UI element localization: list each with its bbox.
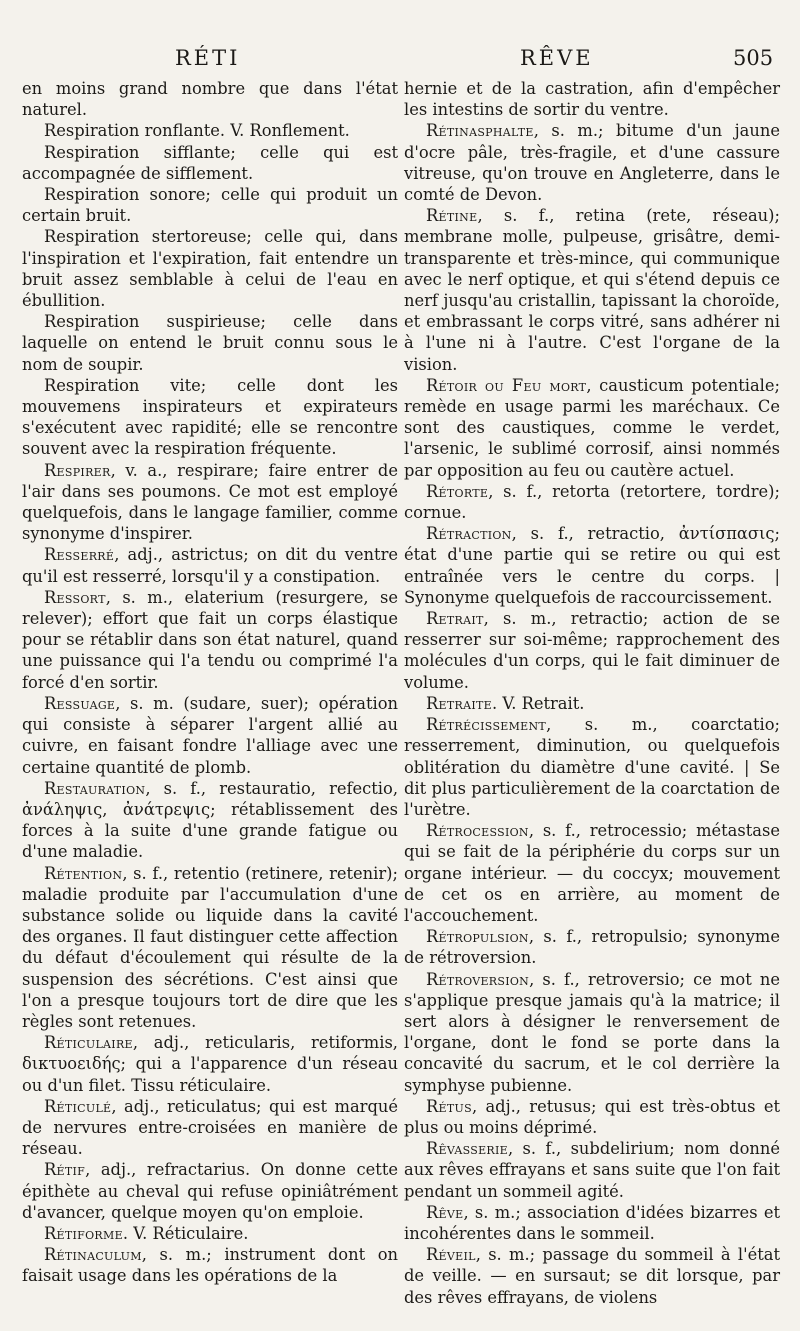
entry-headword: Réticulaire bbox=[44, 1033, 133, 1053]
dictionary-entry bbox=[22, 778, 398, 863]
entry-definition: , s. m., coarctatio; resserrement, diminution, ou quelquefois oblitération du diamètre d'une cavité. | Se dit plus particulièrement de la coarctation de l'urètre. bbox=[404, 715, 780, 819]
entry-headword: Ressuage bbox=[44, 693, 116, 713]
entry-definition: en moins grand nombre que dans l'état naturel. bbox=[22, 79, 398, 120]
entry-headword: Réveil bbox=[426, 1245, 476, 1265]
entry-definition: , s. f., restauratio, refectio, ἀνάληψις, ἀνάτρεψις; rétablissement des forces à la suite d'une grande fatigue ou d'une maladie. bbox=[22, 778, 398, 862]
dictionary-entry bbox=[22, 1244, 398, 1286]
entry-definition: , adj., refractarius. On donne cette épithète au cheval qui refuse opiniâtrément d'avancer, quelque moyen qu'on emploie. bbox=[22, 1160, 398, 1222]
entry-definition: , s. f., subdelirium; nom donné aux rêves effrayans et sans suite que l'on fait pendant un sommeil agité. bbox=[404, 1139, 780, 1201]
dictionary-entry bbox=[22, 1032, 398, 1096]
entry-definition: , s. m.; instrument dont on faisait usage dans les opérations de la bbox=[22, 1245, 398, 1286]
dictionary-entry bbox=[404, 1202, 780, 1244]
dictionary-entry bbox=[22, 120, 398, 141]
dictionary-entry bbox=[22, 587, 398, 693]
entry-definition: , s. m., elaterium (resurgere, se relever); effort que fait un corps élastique pour se rétablir dans son état naturel, quand une puissance qui l'a tendu ou comprimé l'a forcé d'en sortir. bbox=[22, 587, 398, 692]
running-header bbox=[0, 46, 800, 80]
page-number: 505 bbox=[733, 46, 774, 70]
entry-headword: Rétus bbox=[426, 1096, 472, 1116]
dictionary-entry bbox=[404, 926, 780, 968]
dictionary-entry bbox=[22, 1096, 398, 1160]
entry-headword: Rétif bbox=[44, 1160, 86, 1180]
entry-definition: , adj., astrictus; on dit du ventre qu'il est resserré, lorsqu'il y a constipation. bbox=[22, 545, 398, 586]
dictionary-entry bbox=[404, 205, 780, 375]
entry-definition: hernie et de la castration, afin d'empêcher les intestins de sortir du ventre. bbox=[404, 79, 780, 120]
dictionary-entry bbox=[404, 693, 780, 714]
dictionary-entry bbox=[404, 375, 780, 481]
entry-definition: . V. Réticulaire. bbox=[122, 1223, 249, 1243]
entry-headword: Restauration bbox=[44, 778, 146, 798]
dictionary-entry bbox=[22, 863, 398, 1033]
entry-definition: , s. f., retrocessio; métastase qui se fait de la périphérie du corps sur un organe intérieur. — du coccyx; mouvement de cet os en arrière, au moment de l'accouchement. bbox=[404, 821, 780, 925]
entry-definition: , s. m.; association d'idées bizarres et incohérentes dans le sommeil. bbox=[404, 1202, 780, 1243]
entry-headword: Retrait bbox=[426, 609, 484, 629]
entry-headword: Rétine bbox=[426, 206, 478, 226]
dictionary-entry bbox=[404, 481, 780, 523]
dictionary-entry bbox=[404, 120, 780, 205]
entry-headword: Rétorte bbox=[426, 481, 489, 501]
entry-headword: Réticulé bbox=[44, 1096, 112, 1116]
dictionary-entry bbox=[404, 1138, 780, 1202]
entry-definition: Respiration stertoreuse; celle qui, dans l'inspiration et l'expiration, fait entendre un bruit assez semblable à celui de l'eau en ébullition. bbox=[22, 227, 398, 311]
entry-definition: Respiration sonore; celle qui produit un certain bruit. bbox=[22, 185, 398, 226]
entry-headword: Rétropulsion bbox=[426, 927, 529, 947]
dictionary-entry bbox=[404, 820, 780, 926]
dictionary-entry bbox=[22, 78, 398, 120]
entry-definition: , s. f., retropulsio; synonyme de rétroversion. bbox=[404, 927, 780, 968]
entry-definition: , adj., reticulatus; qui est marqué de nervures entre-croisées en manière de réseau. bbox=[22, 1096, 398, 1159]
dictionary-entry bbox=[22, 226, 398, 311]
dictionary-entry bbox=[22, 184, 398, 226]
dictionary-entry bbox=[404, 78, 780, 120]
entry-headword: Rétiforme bbox=[44, 1223, 123, 1243]
dictionary-entry bbox=[404, 523, 780, 608]
entry-headword: Rêvasserie bbox=[426, 1139, 508, 1159]
entry-headword: Rétention bbox=[44, 863, 123, 883]
header-left-guideword: RÉTI bbox=[175, 46, 241, 70]
dictionary-entry bbox=[22, 693, 398, 778]
dictionary-entry bbox=[22, 544, 398, 586]
left-column bbox=[22, 78, 398, 1287]
entry-headword: Rétrécissement bbox=[426, 715, 547, 735]
entry-headword: Rétroversion bbox=[426, 969, 530, 989]
entry-definition: Respiration ronflante. V. Ronflement. bbox=[44, 121, 350, 141]
dictionary-entry bbox=[22, 460, 398, 545]
entry-definition: , s. f., retorta (retortere, tordre); cornue. bbox=[404, 481, 780, 523]
entry-definition: , s. f., retroversio; ce mot ne s'applique presque jamais qu'à la matrice; il sert alors à désigner le renversement de l'organe, dont le fond se porte dans la concavité du sacrum, et le col derrière la symphyse pubienne. bbox=[404, 969, 780, 1095]
dictionary-entry bbox=[22, 375, 398, 460]
entry-headword: Rétraction bbox=[426, 524, 512, 544]
entry-headword: Rétinasphalte bbox=[426, 121, 534, 141]
entry-definition: . V. Retrait. bbox=[491, 693, 585, 713]
dictionary-entry bbox=[404, 608, 780, 693]
entry-headword: Respirer bbox=[44, 460, 111, 480]
entry-definition: , v. a., respirare; faire entrer de l'air dans ses poumons. Ce mot est employé quelquefois, dans le langage familier, comme synonyme d'inspirer. bbox=[22, 460, 398, 544]
dictionary-entry bbox=[22, 1159, 398, 1223]
dictionary-entry bbox=[22, 142, 398, 184]
right-column bbox=[404, 78, 780, 1308]
entry-definition: , s. f., retina (rete, réseau); membrane molle, pulpeuse, grisâtre, demi-transparente et très-mince, qui communique avec le nerf optique, et qui s'étend depuis ce nerf jusqu'au cristallin, tapissant la choroïde, et embrassant le corps vitré, sans adhérer ni à l'une ni à l'autre. C'est l'organe de la vision. bbox=[404, 206, 780, 374]
dictionary-entry bbox=[404, 1244, 780, 1308]
entry-headword: Resserré bbox=[44, 545, 115, 565]
dictionary-entry bbox=[404, 969, 780, 1096]
entry-headword: Retraite bbox=[426, 693, 492, 713]
entry-headword: Rêve bbox=[426, 1202, 464, 1222]
entry-definition: , adj., retusus; qui est très-obtus et plus ou moins déprimé. bbox=[404, 1096, 780, 1137]
entry-definition: , s. m. (sudare, suer); opération qui consiste à séparer l'argent allié au cuivre, en faisant fondre l'alliage avec une certaine quantité de plomb. bbox=[22, 693, 398, 777]
entry-definition: , s. m.; bitume d'un jaune d'ocre pâle, très-fragile, et d'une cassure vitreuse, qu'on trouve en Angleterre, dans le comté de Devon. bbox=[404, 121, 780, 205]
header-right-guideword: RÊVE bbox=[520, 46, 594, 70]
entry-definition: , s. m., retractio; action de se resserrer sur soi-même; rapprochement des molécules d'un corps, qui le fait diminuer de volume. bbox=[404, 609, 780, 692]
entry-definition: , s. f., retentio (retinere, retenir); maladie produite par l'accumulation d'une substance solide ou liquide dans la cavité des organes. Il faut distinguer cette affection du défaut d'écoulement qui résulte de la suspension des sécrétions. C'est ainsi que l'on a presque toujours tort de dire que les règles sont retenues. bbox=[22, 863, 398, 1031]
entry-definition: Respiration vite; celle dont les mouvemens inspirateurs et expirateurs s'exécutent avec rapidité; elle se rencontre souvent avec la respiration fréquente. bbox=[22, 375, 398, 459]
entry-headword: Rétrocession bbox=[426, 821, 529, 841]
entry-headword: Rétoir ou Feu mort bbox=[426, 375, 587, 395]
entry-definition: , causticum potentiale; remède en usage parmi les maréchaux. Ce sont des caustiques, comme le verdet, l'arsenic, le sublimé corrosif, ainsi nommés par opposition au feu ou cautère actuel. bbox=[404, 375, 780, 480]
entry-definition: , s. m.; passage du sommeil à l'état de veille. — en sursaut; se dit lorsque, par des rêves effrayans, de violens bbox=[404, 1245, 780, 1307]
entry-definition: Respiration suspirieuse; celle dans laquelle on entend le bruit connu sous le nom de soupir. bbox=[22, 312, 398, 374]
entry-definition: , s. f., retractio, ἀντίσπασις; état d'une partie qui se retire ou qui est entraînée vers le centre du corps. | Synonyme quelquefois de raccourcissement. bbox=[404, 524, 780, 607]
dictionary-entry bbox=[404, 1096, 780, 1138]
entry-headword: Ressort bbox=[44, 587, 106, 607]
dictionary-entry bbox=[22, 311, 398, 375]
entry-headword: Rétinaculum bbox=[44, 1245, 142, 1265]
entry-definition: , adj., reticularis, retiformis, δικτυοειδής; qui a l'apparence d'un réseau ou d'un filet. Tissu réticulaire. bbox=[22, 1033, 398, 1095]
entry-definition: Respiration sifflante; celle qui est accompagnée de sifflement. bbox=[22, 142, 398, 183]
dictionary-entry bbox=[404, 714, 780, 820]
dictionary-entry bbox=[22, 1223, 398, 1244]
